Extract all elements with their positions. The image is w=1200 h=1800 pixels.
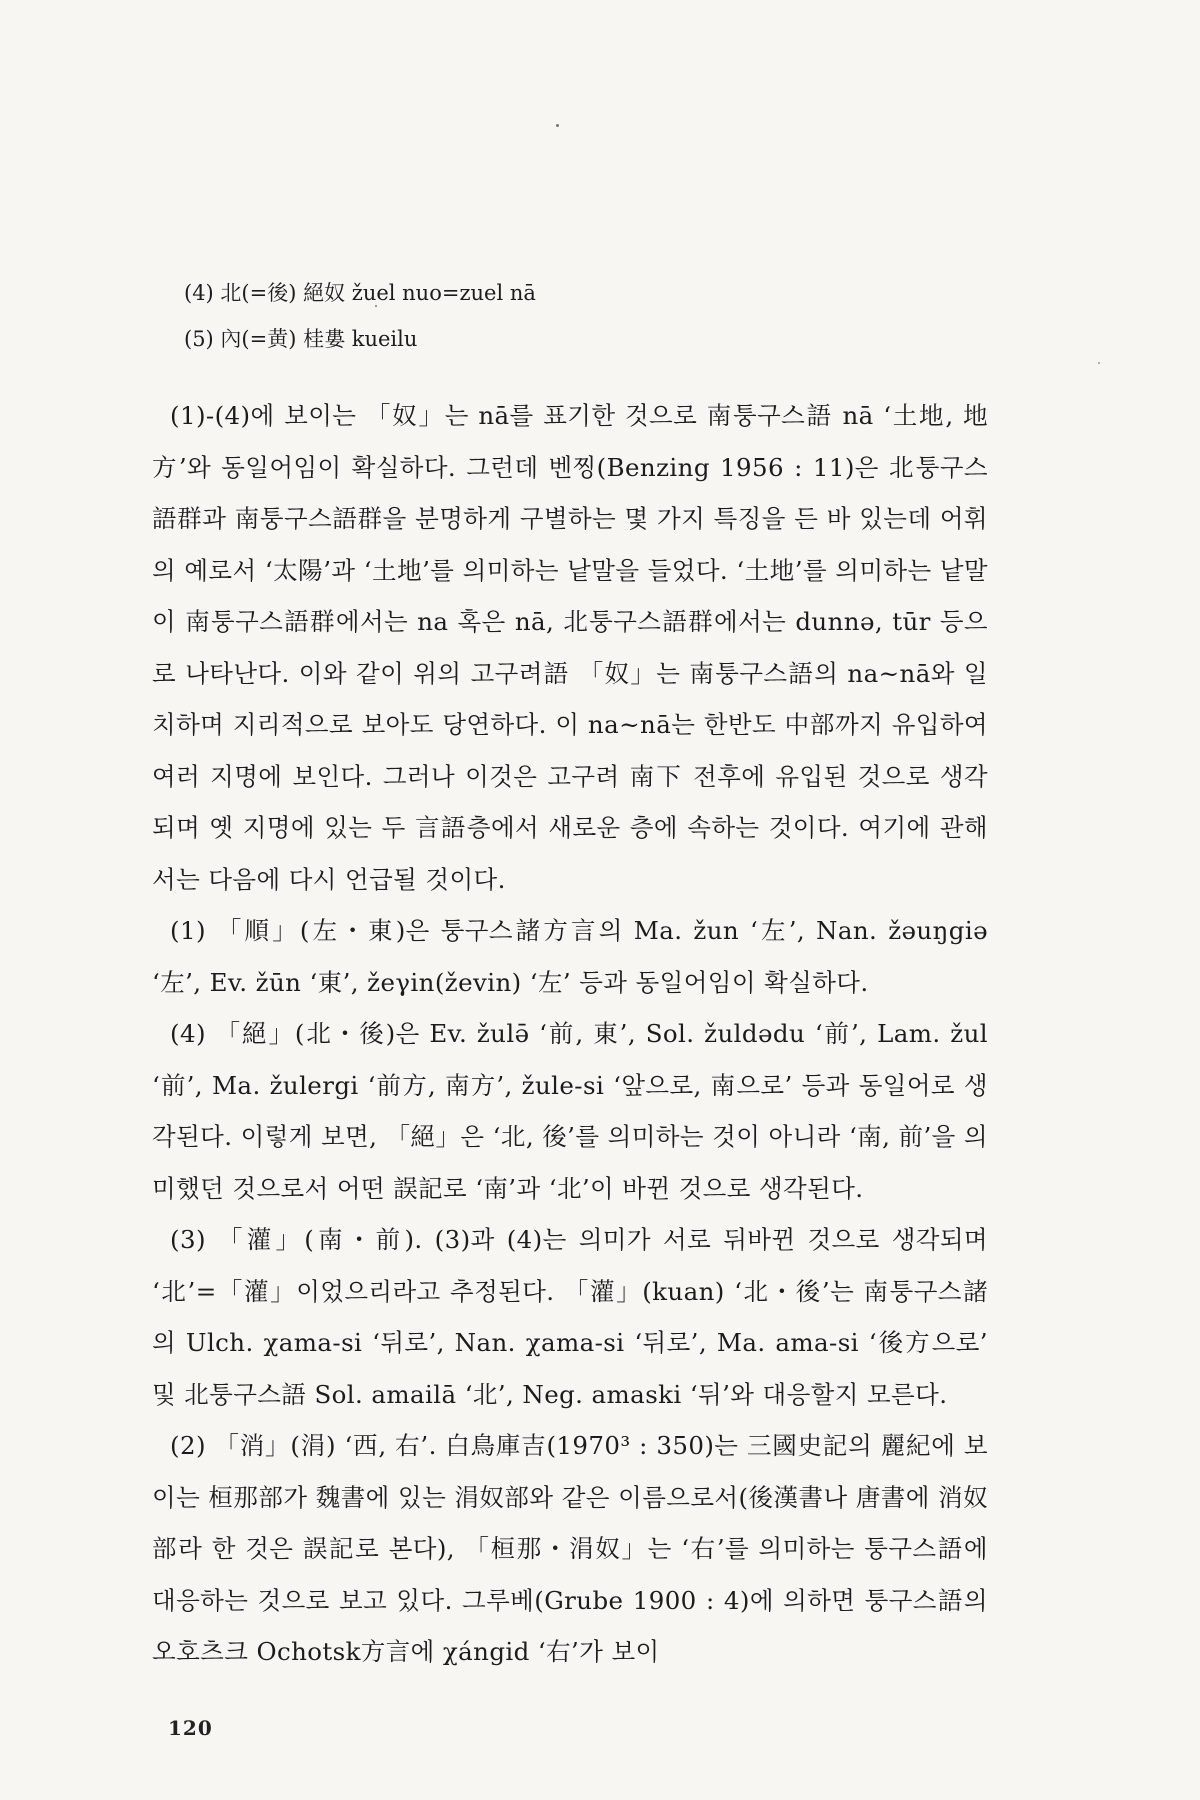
example-line-4: (4) 北(=後) 絕奴 žuel nuo=zuel nā [184, 281, 536, 305]
paragraph-sun: (1) 「順」(左・東)은 퉁구스諸方言의 Ma. žun ‘左’, Nan. žəuŋgiə ‘左’, Ev. žūn ‘東’, žeγin(ževin) ‘左’ 등과 동일어임이 확실하다. [152, 916, 988, 997]
speck [556, 124, 559, 127]
example-list [184, 270, 536, 362]
body-text [152, 390, 988, 1678]
paragraph-gwan: (3) 「灌」(南・前). (3)과 (4)는 의미가 서로 뒤바뀐 것으로 생각되며 ‘北’=「灌」이었으리라고 추정된다. 「灌」(kuan) ‘北・後’는 南퉁구스諸의 Ulch. χama-si ‘뒤로’, Nan. χama-si ‘뒤로’, Ma. ama-si ‘後方으로’ 및 北퉁구스語 Sol. amailā ‘北’, Neg. amaski ‘뒤’와 대응할지 모른다. [152, 1225, 988, 1409]
paragraph-jeol: (4) 「絕」(北・後)은 Ev. žulə̄ ‘前, 東’, Sol. žuldədu ‘前’, Lam. žul ‘前’, Ma. žulergi ‘前方, 南方’, žule-si ‘앞으로, 南으로’ 등과 동일어로 생각된다. 이렇게 보면, 「絕」은 ‘北, 後’를 의미하는 것이 아니라 ‘南, 前’을 의미했던 것으로서 어떤 誤記로 ‘南’과 ‘北’이 바뀐 것으로 생각된다. [152, 1019, 988, 1203]
page-number: 120 [168, 1716, 213, 1740]
example-line-5: (5) 內(=黄) 桂婁 kueilu [184, 327, 418, 351]
paragraph-so: (2) 「消」(涓) ‘西, 右’. 白鳥庫吉(1970³ : 350)는 三國史記의 麗紀에 보이는 桓那部가 魏書에 있는 涓奴部와 같은 이름으로서(後漢書나 唐書에 消奴部라 한 것은 誤記로 본다), 「桓那・涓奴」는 ‘右’를 의미하는 퉁구스語에 대응하는 것으로 보고 있다. 그루베(Grube 1900 : 4)에 의하면 퉁구스語의 오호츠크 Ochotsk方言에 χángid ‘右’가 보이 [152, 1431, 988, 1666]
speck [1098, 362, 1100, 364]
paragraph-nu: (1)-(4)에 보이는 「奴」는 nā를 표기한 것으로 南퉁구스語 nā ‘土地, 地方’와 동일어임이 확실하다. 그런데 벤찡(Benzing 1956 : 11)은 北퉁구스語群과 南퉁구스語群을 분명하게 구별하는 몇 가지 특징을 든 바 있는데 어휘의 예로서 ‘太陽’과 ‘土地’를 의미하는 낱말을 들었다. ‘土地’를 의미하는 낱말이 南퉁구스語群에서는 na 혹은 nā, 北퉁구스語群에서는 dunnə, tūr 등으로 나타난다. 이와 같이 위의 고구려語 「奴」는 南퉁구스語의 na~nā와 일치하며 지리적으로 보아도 당연하다. 이 na~nā는 한반도 中部까지 유입하여 여러 지명에 보인다. 그러나 이것은 고구려 南下 전후에 유입된 것으로 생각되며 옛 지명에 있는 두 言語층에서 새로운 층에 속하는 것이다. 여기에 관해서는 다음에 다시 언급될 것이다. [152, 401, 988, 894]
